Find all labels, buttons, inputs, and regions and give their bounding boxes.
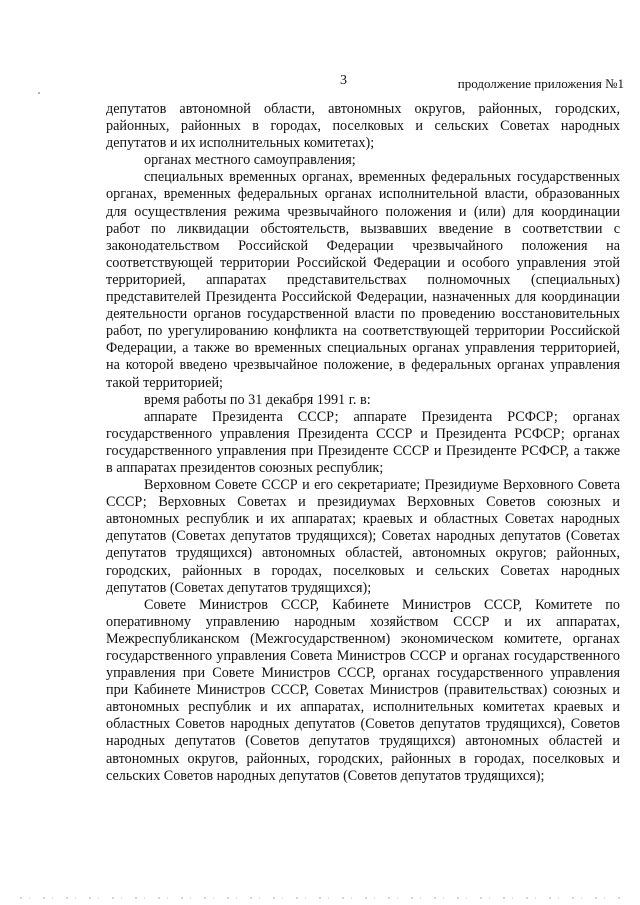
scan-artifact-bottom-edge [20,897,620,899]
paragraph-continued: депутатов автономной области, автономных округов, районных, городских, районных, районных в городах, поселковых и сельских Советах народных депутатов и их исполнительных комитетах); [106,101,620,152]
paragraph-local-government: органах местного самоуправления; [144,152,356,169]
page-number: 3 [340,73,347,88]
paragraph-work-period: время работы по 31 декабря 1991 г. в: [144,391,371,408]
paragraph-council-of-ministers: Совете Министров СССР, Кабинете Министров СССР, Комитете по оперативному управлению народным хозяйством СССР и их аппаратах, Межреспубликанском (Межгосударственном) экономическом комитете, органах государственного управления Совета Министров СССР и органах государственного управления при Совете Министров СССР, органах государственного управления при Кабинете Министров СССР, Советах Министров (правительствах) союзных и автономных республик и их аппаратах, исполнительных комитетах краевых и областных Советов народных депутатов (Советов депутатов трудящихся), Советов народных депутатов (Советов депутатов трудящихся) автономных областей и автономных округов, районных, городских, районных в городах, поселковых и сельских Советов народных депутатов (Советов депутатов трудящихся); [106,596,620,784]
document-body [106,101,620,785]
scan-artifact-dot [38,92,40,94]
paragraph-supreme-soviet: Верховном Совете СССР и его секретариате; Президиуме Верховного Совета СССР; Верховных Советах и президиумах Верховных Советов союзных и автономных республик и их аппаратах; краевых и областных Советах народных депутатов (Советах депутатов трудящихся); Советах народных депутатов (Советах депутатов трудящихся) автономных областей, автономных округов; районных, городских, районных в городах, поселковых и сельских Советах народных депутатов (Советах депутатов трудящихся); [106,477,620,596]
paragraph-special-bodies: специальных временных органах, временных федеральных государственных органах, временных федеральных органах исполнительной власти, образованных для осуществления режима чрезвычайного положения и (или) для координации работ по ликвидации обстоятельств, вызвавших введение в соответствии с законодательством Российской Федерации чрезвычайного положения на соответствующей территории Российской Федерации и особого управления этой территорией, аппаратах представительствах полномочных (специальных) представителей Президента Российской Федерации, назначенных для координации деятельности органов государственной власти по проведению восстановительных работ, по урегулированию конфликта на соответствующей территории Российской Федерации, а также во временных специальных органах управления территорией, на которой введено чрезвычайное положение, в федеральных органах управления такой территорией; [106,169,620,391]
appendix-continuation-label: продолжение приложения №1 [457,76,624,91]
paragraph-president-apparatus: аппарате Президента СССР; аппарате Президента РСФСР; органах государственного управления Президента СССР и Президента РСФСР; органах государственного управления при Президенте СССР и Президенте РСФСР, а также в аппаратах президентов союзных республик; [106,408,620,476]
